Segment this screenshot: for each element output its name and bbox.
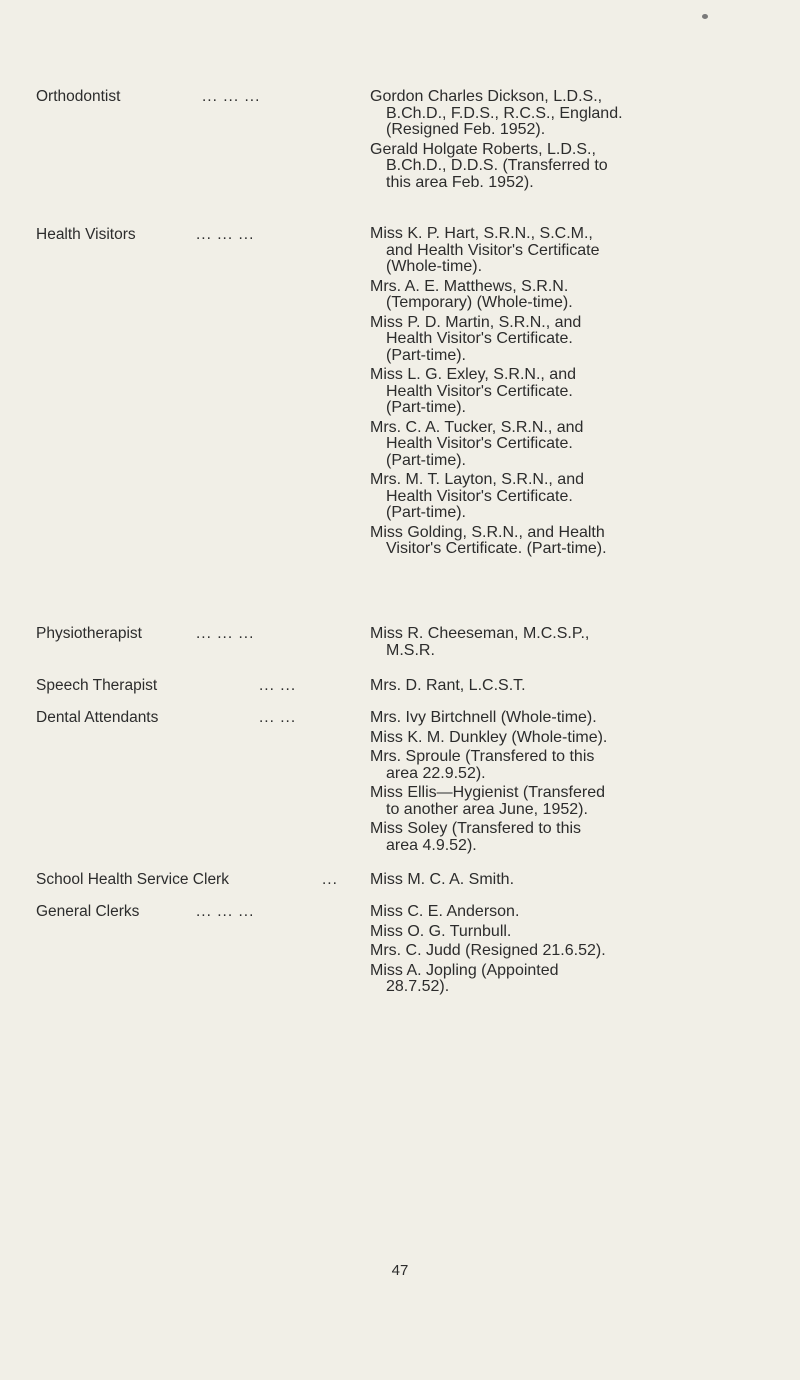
name-entry: Miss P. D. Martin, S.R.N., and Health Visitor's Certificate. (Part-time). <box>370 313 582 364</box>
name-entry: Miss Ellis—Hygienist (Transfered to another area June, 1952). <box>370 784 606 818</box>
names-orthodontist <box>370 89 700 194</box>
name-entry: Miss M. C. A. Smith. <box>370 871 515 888</box>
role-label-orthodontist <box>36 88 356 106</box>
role-label-physiotherapist <box>36 625 356 643</box>
name-entry: Miss Soley (Transfered to this area 4.9.52). <box>370 820 582 854</box>
role-text: Speech Therapist <box>36 677 158 694</box>
name-entry: Gerald Holgate Roberts, L.D.S., B.Ch.D., D.D.S. (Transferred to this area Feb. 1952). <box>370 140 608 191</box>
role-label-school-health-service-clerk <box>36 871 356 889</box>
name-entry: Mrs. M. T. Layton, S.R.N., and Health Visitor's Certificate. (Part-time). <box>370 471 584 521</box>
names-dental-attendants <box>370 710 700 857</box>
role-label-health-visitors <box>36 226 356 244</box>
role-text: Physiotherapist <box>36 625 142 642</box>
name-entry: Mrs. D. Rant, L.C.S.T. <box>370 677 526 694</box>
page-mark <box>702 14 708 19</box>
role-text: Orthodontist <box>36 88 121 105</box>
name-entry: Mrs. Ivy Birtchnell (Whole-time). <box>370 709 597 726</box>
role-text: General Clerks <box>36 903 140 920</box>
names-speech-therapist <box>370 678 700 698</box>
name-entry: Miss A. Jopling (Appointed 28.7.52). <box>370 961 559 995</box>
role-text: School Health Service Clerk <box>36 871 229 888</box>
name-entry: Mrs. C. Judd (Resigned 21.6.52). <box>370 942 606 959</box>
leader-dots: ... ... <box>259 709 297 726</box>
names-health-visitors <box>370 226 700 561</box>
names-school-health-service-clerk <box>370 872 700 892</box>
role-text: Health Visitors <box>36 226 136 243</box>
role-label-dental-attendants <box>36 709 356 727</box>
leader-dots: ... ... <box>259 677 297 694</box>
role-label-speech-therapist <box>36 677 356 695</box>
name-entry: Miss L. G. Exley, S.R.N., and Health Visitor's Certificate. (Part-time). <box>370 366 576 416</box>
page-number: 47 <box>391 1262 409 1279</box>
name-entry: Miss K. M. Dunkley (Whole-time). <box>370 728 608 746</box>
leader-dots: ... ... ... <box>196 625 255 642</box>
names-physiotherapist <box>370 626 700 662</box>
names-general-clerks <box>370 904 700 999</box>
role-label-general-clerks <box>36 903 356 921</box>
name-entry: Miss K. P. Hart, S.R.N., S.C.M., and Health Visitor's Certificate (Whole-time). <box>370 225 600 275</box>
name-entry: Miss C. E. Anderson. <box>370 903 520 920</box>
name-entry: Mrs. C. A. Tucker, S.R.N., and Health Visitor's Certificate. (Part-time). <box>370 418 584 469</box>
leader-dots: ... ... ... <box>202 88 261 105</box>
name-entry: Miss Golding, S.R.N., and Health Visitor's Certificate. (Part-time). <box>370 523 607 557</box>
leader-dots: ... ... ... <box>196 903 255 920</box>
leader-dots: ... ... ... <box>196 226 255 243</box>
leader-dots: ... <box>322 871 338 888</box>
name-entry: Mrs. A. E. Matthews, S.R.N. (Temporary) (Whole-time). <box>370 277 573 311</box>
name-entry: Miss O. G. Turnbull. <box>370 922 512 940</box>
role-text: Dental Attendants <box>36 709 159 726</box>
name-entry: Miss R. Cheeseman, M.C.S.P., M.S.R. <box>370 625 590 659</box>
name-entry: Gordon Charles Dickson, L.D.S., B.Ch.D., F.D.S., R.C.S., England. (Resigned Feb. 1952). <box>370 88 623 138</box>
name-entry: Mrs. Sproule (Transfered to this area 22.9.52). <box>370 748 595 782</box>
